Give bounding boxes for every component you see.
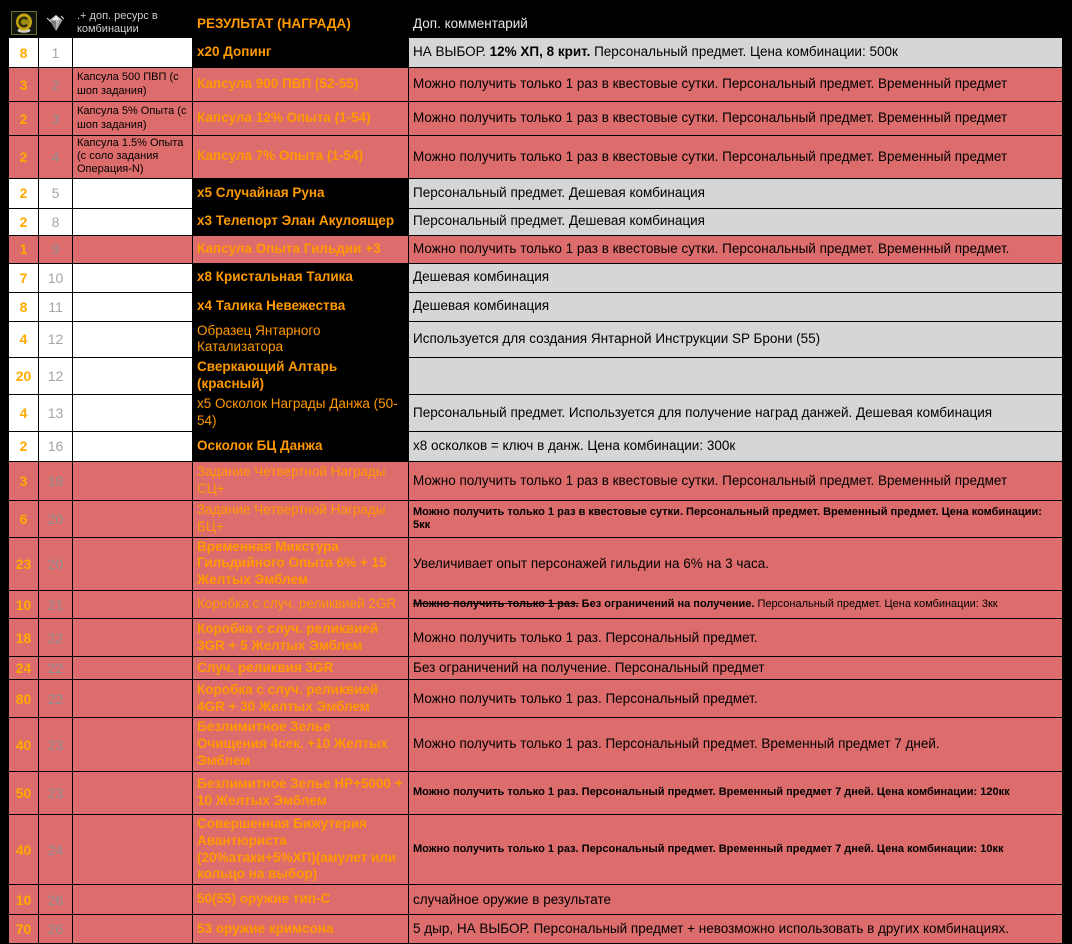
cost-cell[interactable]: 2: [9, 208, 39, 235]
result-cell[interactable]: Совершенная Бижутерия Авантюриста (20%атаки+5%ХП)(амулет или кольцо на выбор): [193, 814, 409, 885]
extra-resource-cell[interactable]: [73, 235, 193, 263]
combo-row: [9, 915, 1063, 944]
resource-column-header[interactable]: .+ доп. ресурс в комбинации: [73, 9, 193, 38]
combo-row: [9, 235, 1063, 263]
combo-number-cell[interactable]: 22: [39, 680, 73, 718]
extra-resource-cell[interactable]: [73, 657, 193, 680]
comment-cell[interactable]: [409, 102, 1063, 136]
combo-row: [9, 68, 1063, 102]
cost-cell[interactable]: 8: [9, 292, 39, 321]
extra-resource-cell[interactable]: [73, 431, 193, 461]
extra-resource-cell[interactable]: [73, 178, 193, 208]
comment-text-run: Увеличивает опыт персонажей гильдии на 6% на 3 часа.: [413, 555, 769, 571]
comment-text-run: Можно получить только 1 раз в квестовые сутки. Персональный предмет. Временный предмет: [413, 110, 1008, 126]
comment-cell[interactable]: [409, 718, 1063, 772]
combo-table-body: [9, 38, 1063, 944]
result-cell[interactable]: x4 Талика Невежества: [193, 292, 409, 321]
cost-cell[interactable]: 20: [9, 358, 39, 395]
comment-cell[interactable]: [409, 915, 1063, 944]
comment-cell[interactable]: [409, 619, 1063, 657]
extra-resource-cell[interactable]: [73, 619, 193, 657]
cost-cell[interactable]: 1: [9, 235, 39, 263]
combo-row: [9, 771, 1063, 814]
comment-cell[interactable]: [409, 358, 1063, 395]
comment-cell[interactable]: [409, 68, 1063, 102]
comment-text-run: Дешевая комбинация: [413, 269, 550, 285]
combo-row: [9, 461, 1063, 500]
combo-number-cell[interactable]: 24: [39, 814, 73, 885]
comment-text-run: Можно получить только 1 раз в квестовые сутки. Персональный предмет. Временный предмет: [413, 76, 1008, 92]
combo-number-cell[interactable]: 1: [39, 38, 73, 68]
result-cell[interactable]: Коробка с случ. реликвией 4GR + 30 Желтых Эмблем: [193, 680, 409, 718]
comment-cell[interactable]: [409, 814, 1063, 885]
combo-row: [9, 358, 1063, 395]
result-cell[interactable]: Задание Четвертной Награды БЦ+: [193, 500, 409, 537]
comment-text-run: Можно получить только 1 раз. Персональный предмет. Временный предмет 7 дней. Цена комбинации: 10кк: [413, 842, 1004, 855]
cost-cell[interactable]: 2: [9, 178, 39, 208]
comment-cell[interactable]: [409, 208, 1063, 235]
result-cell[interactable]: Капсула Опыта Гильдии +3: [193, 235, 409, 263]
cost-cell[interactable]: 23: [9, 537, 39, 591]
cost-cell[interactable]: 10: [9, 885, 39, 915]
result-cell[interactable]: Сверкающий Алтарь (красный): [193, 358, 409, 395]
comment-cell[interactable]: [409, 235, 1063, 263]
comment-text-run: Можно получить только 1 раз. Персональный предмет. Временный предмет 7 дней.: [413, 736, 940, 752]
result-cell[interactable]: Задание Четвертной Награды СЦ+: [193, 461, 409, 500]
comment-cell[interactable]: [409, 136, 1063, 179]
comment-cell[interactable]: [409, 657, 1063, 680]
number-column-header[interactable]: [39, 9, 73, 38]
cost-cell[interactable]: 3: [9, 461, 39, 500]
result-cell[interactable]: x5 Случайная Руна: [193, 178, 409, 208]
combo-number-cell[interactable]: 26: [39, 885, 73, 915]
combo-number-cell[interactable]: 26: [39, 915, 73, 944]
cost-cell[interactable]: 70: [9, 915, 39, 944]
comment-cell[interactable]: [409, 500, 1063, 537]
combo-row: [9, 136, 1063, 179]
extra-resource-cell[interactable]: Капсула 5% Опыта (с шоп задания): [73, 102, 193, 136]
combo-row: [9, 102, 1063, 136]
combo-row: [9, 619, 1063, 657]
comment-text-run: Персональный предмет. Дешевая комбинация: [413, 184, 705, 200]
comment-text-run: 12% ХП, 8 крит.: [489, 44, 591, 60]
comment-text-run: Можно получить только 1 раз в квестовые сутки. Персональный предмет. Временный предмет: [413, 148, 1008, 164]
result-cell[interactable]: Капсула 12% Опыта (1-54): [193, 102, 409, 136]
combo-number-cell[interactable]: 16: [39, 431, 73, 461]
result-cell[interactable]: 53 оружие кримсона: [193, 915, 409, 944]
combo-number-cell[interactable]: 19: [39, 461, 73, 500]
result-cell[interactable]: x20 Допинг: [193, 38, 409, 68]
comment-cell[interactable]: [409, 461, 1063, 500]
comment-text-run: Используется для создания Янтарной Инструкции SP Брони (55): [413, 331, 821, 347]
extra-resource-cell[interactable]: [73, 591, 193, 619]
cost-cell[interactable]: 2: [9, 431, 39, 461]
extra-resource-cell[interactable]: Капсула 500 ПВП (с шоп задания): [73, 68, 193, 102]
combo-number-cell[interactable]: 13: [39, 395, 73, 432]
result-column-header[interactable]: РЕЗУЛЬТАТ (НАГРАДА): [193, 9, 409, 38]
combo-number-cell[interactable]: 2: [39, 68, 73, 102]
comment-cell[interactable]: [409, 591, 1063, 619]
combo-row: [9, 500, 1063, 537]
comment-text-run: Можно получить только 1 раз в квестовые сутки. Персональный предмет. Временный предмет.: [413, 240, 1010, 256]
comment-text-run: Можно получить только 1 раз.: [413, 598, 579, 611]
combo-row: [9, 292, 1063, 321]
result-cell[interactable]: Коробка с случ. реликвией 3GR + 5 Желтых Эмблем: [193, 619, 409, 657]
cost-cell[interactable]: 50: [9, 771, 39, 814]
comment-text-run: Можно получить только 1 раз в квестовые сутки. Персональный предмет. Временный предмет. Цена комбинации: 5кк: [413, 505, 1042, 531]
comment-text-run: Дешевая комбинация: [413, 298, 550, 314]
extra-resource-cell[interactable]: [73, 38, 193, 68]
comment-text-run: Персональный предмет. Цена комбинации: 3кк: [754, 598, 998, 611]
combo-number-cell[interactable]: 22: [39, 657, 73, 680]
combo-row: [9, 718, 1063, 772]
result-cell[interactable]: Капсула 900 ПВП (52-55): [193, 68, 409, 102]
comment-column-header[interactable]: Доп. комментарий: [409, 9, 1063, 38]
cost-cell[interactable]: 6: [9, 500, 39, 537]
combo-number-cell[interactable]: 21: [39, 591, 73, 619]
result-cell[interactable]: x5 Осколок Награды Данжа (50-54): [193, 395, 409, 432]
gem-icon: [40, 12, 71, 34]
combo-number-cell[interactable]: 12: [39, 321, 73, 358]
combo-row: [9, 680, 1063, 718]
cost-cell[interactable]: 4: [9, 321, 39, 358]
combo-number-cell[interactable]: 5: [39, 178, 73, 208]
combo-number-cell[interactable]: 23: [39, 771, 73, 814]
cost-cell[interactable]: 40: [9, 718, 39, 772]
cost-cell[interactable]: 40: [9, 814, 39, 885]
comment-cell[interactable]: [409, 38, 1063, 68]
comment-cell[interactable]: [409, 263, 1063, 292]
cost-cell[interactable]: 80: [9, 680, 39, 718]
cost-cell[interactable]: 4: [9, 395, 39, 432]
combo-number-cell[interactable]: 8: [39, 208, 73, 235]
combo-row: [9, 38, 1063, 68]
comment-cell[interactable]: [409, 395, 1063, 432]
combo-row: [9, 321, 1063, 358]
coin-icon: [10, 11, 37, 35]
comment-cell[interactable]: [409, 431, 1063, 461]
cost-column-header[interactable]: [9, 9, 39, 38]
result-cell[interactable]: Безлимитное Зелье Очищения 4сек. +10 Желтых Эмблем: [193, 718, 409, 772]
result-cell[interactable]: Коробка с случ. реликвией 2GR: [193, 591, 409, 619]
combo-row: [9, 431, 1063, 461]
combo-row: [9, 208, 1063, 235]
comment-text-run: 5 дыр, НА ВЫБОР. Персональный предмет + невозможно использовать в других комбинациях.: [413, 921, 1010, 937]
comment-text-run: Персональный предмет. Используется для получение наград данжей. Дешевая комбинация: [413, 404, 993, 420]
combo-row: [9, 263, 1063, 292]
cost-cell[interactable]: 2: [9, 102, 39, 136]
combination-table-sheet: [8, 8, 1063, 944]
combo-number-cell[interactable]: 23: [39, 718, 73, 772]
extra-resource-cell[interactable]: [73, 680, 193, 718]
comment-text-run: случайное оружие в результате: [413, 891, 612, 907]
extra-resource-cell[interactable]: [73, 358, 193, 395]
extra-resource-cell[interactable]: [73, 885, 193, 915]
comment-cell[interactable]: [409, 178, 1063, 208]
comment-text-run: Можно получить только 1 раз. Персональный предмет.: [413, 629, 758, 645]
result-cell[interactable]: Капсула 7% Опыта (1-54): [193, 136, 409, 179]
cost-cell[interactable]: 8: [9, 38, 39, 68]
combination-table: [8, 8, 1063, 944]
result-cell[interactable]: Случ. реликвия 3GR: [193, 657, 409, 680]
cost-cell[interactable]: 18: [9, 619, 39, 657]
comment-cell[interactable]: [409, 292, 1063, 321]
cost-cell[interactable]: 2: [9, 136, 39, 179]
result-cell[interactable]: Безлимитное Зелье HP+5000 + 10 Желтых Эмблем: [193, 771, 409, 814]
result-cell[interactable]: x3 Телепорт Элан Акулоящер: [193, 208, 409, 235]
extra-resource-cell[interactable]: [73, 915, 193, 944]
result-cell[interactable]: 50(55) оружие тип-С: [193, 885, 409, 915]
combo-number-cell[interactable]: 22: [39, 619, 73, 657]
combo-number-cell[interactable]: 4: [39, 136, 73, 179]
result-cell[interactable]: Осколок БЦ Данжа: [193, 431, 409, 461]
cost-cell[interactable]: 7: [9, 263, 39, 292]
result-cell[interactable]: Временная Микстура Гильдийного Опыта 6% + 15 Желтых Эмблем: [193, 537, 409, 591]
comment-text-run: Можно получить только 1 раз. Персональный предмет. Временный предмет 7 дней. Цена комбинации: 120кк: [413, 786, 1010, 799]
combo-row: [9, 885, 1063, 915]
comment-text-run: Персональный предмет. Цена комбинации: 500к: [590, 44, 898, 60]
result-cell[interactable]: Образец Янтарного Катализатора: [193, 321, 409, 358]
comment-text-run: Можно получить только 1 раз. Персональный предмет.: [413, 690, 758, 706]
extra-resource-cell[interactable]: [73, 814, 193, 885]
combo-row: [9, 657, 1063, 680]
comment-cell[interactable]: [409, 680, 1063, 718]
cost-cell[interactable]: 10: [9, 591, 39, 619]
extra-resource-cell[interactable]: [73, 292, 193, 321]
comment-cell[interactable]: [409, 771, 1063, 814]
combo-number-cell[interactable]: 20: [39, 537, 73, 591]
combo-number-cell[interactable]: 12: [39, 358, 73, 395]
cost-cell[interactable]: 24: [9, 657, 39, 680]
comment-text-run: Без ограничений на получение.: [581, 598, 755, 611]
comment-text-run: Персональный предмет. Дешевая комбинация: [413, 213, 705, 229]
extra-resource-cell[interactable]: [73, 395, 193, 432]
extra-resource-cell[interactable]: Капсула 1.5% Опыта (с соло задания Операция-N): [73, 136, 193, 179]
comment-cell[interactable]: [409, 885, 1063, 915]
combo-row: [9, 537, 1063, 591]
cost-cell[interactable]: 3: [9, 68, 39, 102]
comment-cell[interactable]: [409, 321, 1063, 358]
extra-resource-cell[interactable]: [73, 461, 193, 500]
comment-text-run: НА ВЫБОР.: [413, 44, 490, 60]
combo-number-cell[interactable]: 11: [39, 292, 73, 321]
extra-resource-cell[interactable]: [73, 771, 193, 814]
combo-number-cell[interactable]: 10: [39, 263, 73, 292]
combo-number-cell[interactable]: 20: [39, 500, 73, 537]
extra-resource-cell[interactable]: [73, 321, 193, 358]
extra-resource-cell[interactable]: [73, 537, 193, 591]
combo-row: [9, 178, 1063, 208]
result-cell[interactable]: x8 Кристальная Талика: [193, 263, 409, 292]
combo-row: [9, 591, 1063, 619]
extra-resource-cell[interactable]: [73, 718, 193, 772]
comment-text-run: Можно получить только 1 раз в квестовые сутки. Персональный предмет. Временный предмет: [413, 472, 1008, 488]
extra-resource-cell[interactable]: [73, 500, 193, 537]
combo-number-cell[interactable]: 9: [39, 235, 73, 263]
comment-cell[interactable]: [409, 537, 1063, 591]
combo-number-cell[interactable]: 3: [39, 102, 73, 136]
comment-text-run: x8 осколков = ключ в данж. Цена комбинации: 300к: [413, 438, 736, 454]
header-row: [9, 9, 1063, 38]
combo-row: [9, 814, 1063, 885]
comment-text-run: Без ограничений на получение. Персональный предмет: [413, 660, 765, 676]
extra-resource-cell[interactable]: [73, 208, 193, 235]
combo-row: [9, 395, 1063, 432]
extra-resource-cell[interactable]: [73, 263, 193, 292]
